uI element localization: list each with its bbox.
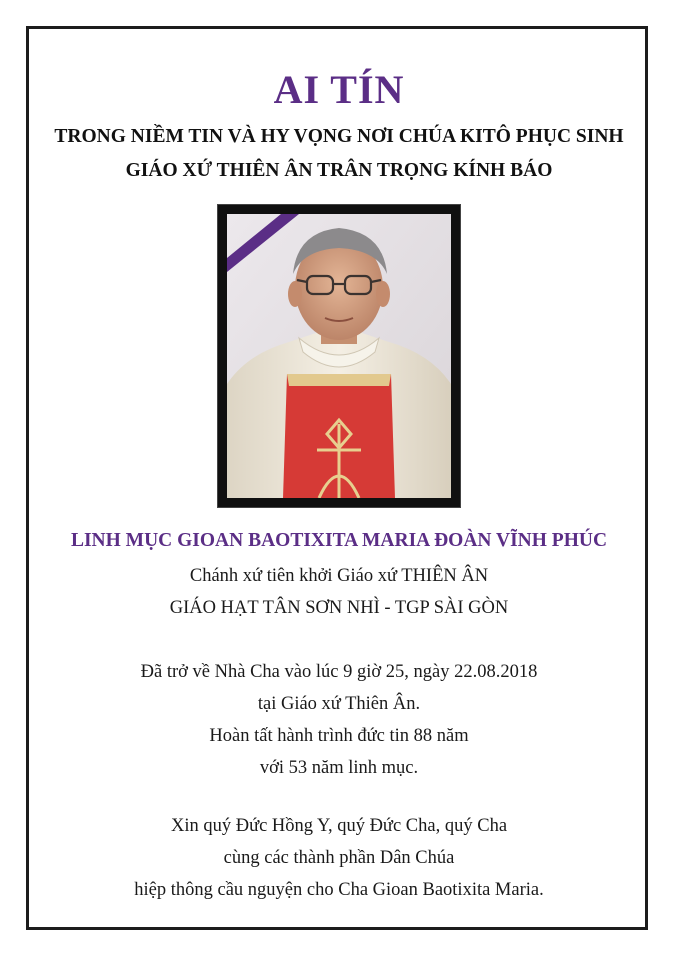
deanery-line: GIÁO HẠT TÂN SƠN NHÌ - TGP SÀI GÒN <box>169 598 509 618</box>
announcement-line-1: Đã trở về Nhà Cha vào lúc 9 giờ 25, ngày 22.08.2018 <box>140 662 538 682</box>
subtitle-faith: TRONG NIỀM TIN VÀ HY VỌNG NƠI CHÚA KITÔ PHỤC SINH <box>54 126 624 147</box>
closing-line-3: hiệp thông cầu nguyện cho Cha Gioan Baotixita Maria. <box>134 880 544 900</box>
priest-name: LINH MỤC GIOAN BAOTIXITA MARIA ĐOÀN VĨNH PHÚC <box>70 530 608 551</box>
closing-line-1: Xin quý Đức Hồng Y, quý Đức Cha, quý Cha <box>170 816 508 836</box>
priest-role: Chánh xứ tiên khởi Giáo xứ THIÊN ÂN <box>189 566 489 586</box>
announcement-line-2: tại Giáo xứ Thiên Ân. <box>257 694 421 714</box>
closing-line-2: cùng các thành phần Dân Chúa <box>223 848 455 868</box>
announcement-line-3: Hoàn tất hành trình đức tin 88 năm <box>209 726 469 746</box>
priest-portrait-image <box>227 214 451 498</box>
portrait-frame <box>217 204 461 508</box>
page-title: AI TÍN <box>273 67 405 112</box>
subtitle-parish: GIÁO XỨ THIÊN ÂN TRÂN TRỌNG KÍNH BÁO <box>125 160 553 181</box>
portrait-photo <box>227 214 451 498</box>
announcement-line-4: với 53 năm linh mục. <box>259 758 419 778</box>
